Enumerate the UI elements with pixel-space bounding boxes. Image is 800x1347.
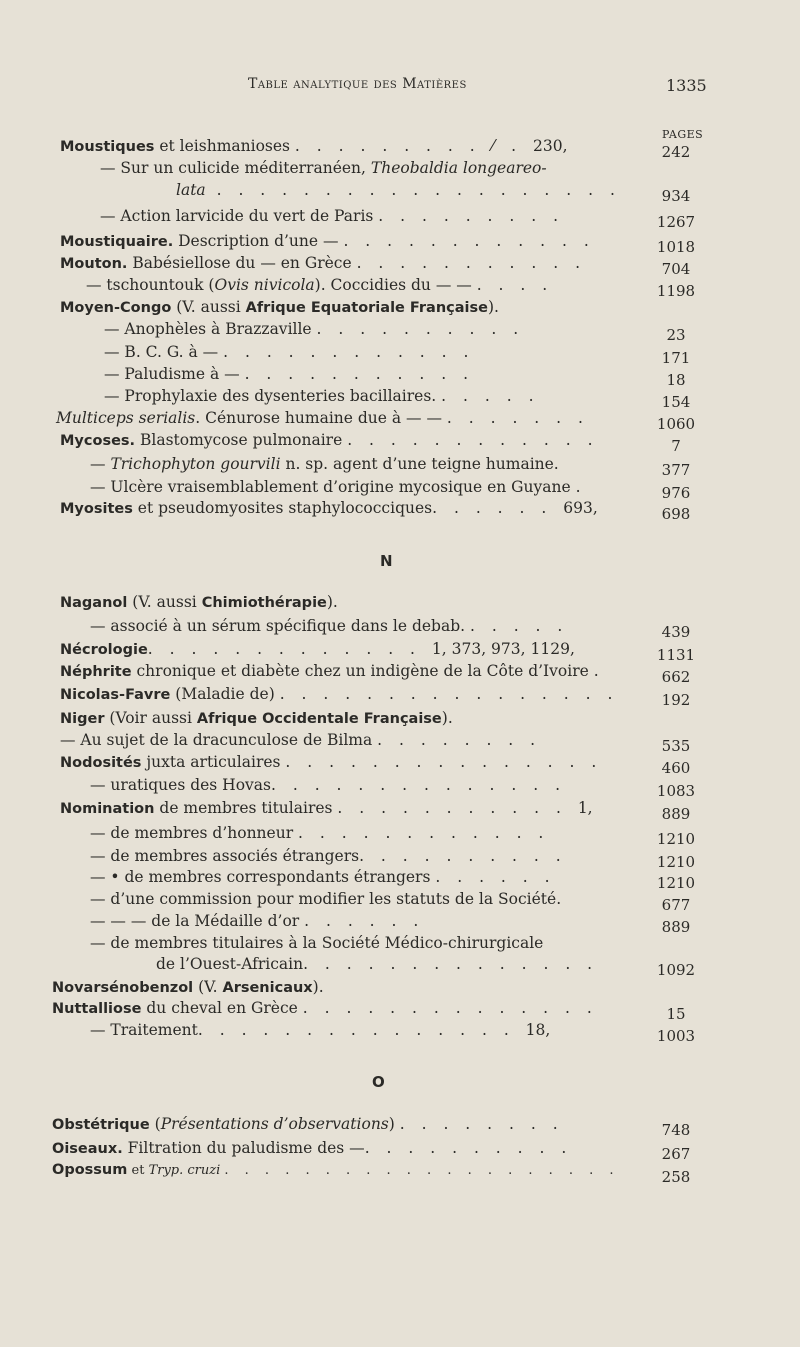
entry-italic: Ovis nivicola — [214, 276, 315, 294]
entry-segment: — associé à un sérum spécifique dans le debab. — [90, 617, 470, 635]
entry-page: 1003 — [656, 1027, 696, 1045]
entry-segment: ). — [312, 978, 324, 996]
leader-dots: . . . . . — [470, 617, 569, 635]
entry-page: 7 — [671, 437, 681, 455]
index-entry — [0, 640, 800, 662]
entry-text — [60, 137, 568, 155]
entry-page: 15 — [666, 1005, 686, 1023]
leader-dots: . . . . . . . . . . . . . . . . . . . — [205, 181, 621, 199]
entry-text — [90, 776, 566, 794]
index-entry — [0, 912, 800, 934]
entry-text — [104, 387, 540, 405]
entry-page: 23 — [666, 326, 686, 344]
entry-segment: (V. — [193, 978, 223, 996]
entry-keyword: Nuttalliose — [52, 1001, 142, 1017]
entry-page: 698 — [661, 505, 691, 523]
entry-text — [52, 1162, 620, 1178]
entry-text — [52, 1139, 572, 1157]
leader-dots: . . . . . . . . . . . . . . — [270, 776, 567, 794]
entry-segment: — de membres d’honneur — [90, 824, 299, 842]
entry-segment: 230, — [532, 137, 568, 155]
leader-dots: . . . . . . . . . . . . — [223, 343, 475, 361]
entry-segment: juxta articulaires — [141, 753, 286, 771]
entry-text — [90, 912, 424, 930]
entry-page: 662 — [661, 668, 691, 686]
entry-segment: chronique et diabète chez un indigène de la Côte d’Ivoire . — [131, 662, 599, 680]
leader-dots: . . . . . . . . . . . . — [298, 824, 550, 842]
entry-page: 1267 — [656, 213, 696, 231]
entry-segment: et leishmanioses — [154, 137, 295, 155]
entry-text — [60, 593, 338, 611]
entry-segment: — Au sujet de la dracunculose de Bilma — [60, 731, 378, 749]
entry-italic: Multiceps serialis — [56, 409, 196, 427]
entry-segment: (Maladie de) — [170, 685, 280, 703]
entry-text — [60, 254, 586, 272]
entry-segment: — Action larvicide du vert de Paris — [100, 207, 379, 225]
page-number: 1335 — [666, 76, 707, 95]
index-entry — [0, 593, 800, 615]
entry-page: 677 — [661, 896, 691, 914]
entry-text — [86, 276, 553, 294]
entry-segment: . Cénurose humaine due à — — — [195, 409, 447, 427]
leader-dots: . . . . . . . . . . . — [244, 365, 475, 383]
entry-segment: ). — [487, 298, 499, 316]
entry-text — [60, 685, 618, 703]
entry-segment: et — [127, 1163, 149, 1178]
entry-segment: du cheval en Grèce — [141, 999, 303, 1017]
entry-segment: Opossum — [52, 1162, 128, 1178]
index-entry — [0, 343, 800, 365]
entry-segment: — — [100, 159, 116, 177]
pages-column-label: PAGES — [662, 128, 704, 141]
entry-segment: Filtration du paludisme des — — [122, 1139, 365, 1157]
index-entry — [0, 409, 800, 431]
entry-text — [60, 298, 499, 316]
entry-text — [104, 343, 474, 361]
entry-keyword: Moustiques — [60, 139, 155, 155]
index-entry — [0, 799, 800, 821]
leader-dots: . . . . . . . . . . . . . . . — [285, 753, 603, 771]
entry-segment: — de membres titulaires à la Société Médico-chirurgicale — [90, 934, 544, 952]
entry-segment: 1, — [577, 799, 593, 817]
entry-text — [60, 232, 595, 250]
index-entry — [0, 1115, 800, 1137]
entry-text — [60, 499, 598, 517]
entry-segment: ). — [441, 709, 453, 727]
entry-keyword: Mycoses. — [60, 433, 136, 449]
entry-page: 439 — [661, 623, 691, 641]
entry-keyword: Novarsénobenzol — [52, 980, 194, 996]
entry-segment: ) — [388, 1115, 400, 1133]
entry-segment: 18, — [525, 1021, 551, 1039]
index-entry — [0, 685, 800, 707]
entry-page: 1092 — [656, 961, 696, 979]
entry-segment: — Traitement — [90, 1021, 198, 1039]
entry-keyword: Nicolas-Favre — [60, 687, 171, 703]
leader-dots: . . . . . . . . . . . . . . — [302, 999, 598, 1017]
index-entry — [0, 387, 800, 409]
entry-italic: lata — [176, 181, 206, 199]
leader-dots: . . . . . . . . . — [378, 207, 565, 225]
entry-text — [60, 640, 575, 658]
entry-segment: — Paludisme à — — [104, 365, 245, 383]
entry-text — [90, 847, 567, 865]
index-entry — [0, 455, 800, 477]
entry-segment: Description d’une — — [173, 232, 344, 250]
entry-text — [60, 431, 599, 449]
entry-segment: Babésiellose du — en Grèce — [127, 254, 357, 272]
entry-page: 748 — [661, 1121, 691, 1139]
entry-text — [90, 890, 561, 908]
entry-segment: — de membres associés étrangers — [90, 847, 360, 865]
entry-text — [60, 799, 593, 817]
entry-segment: — Ulcère vraisemblablement d’origine mycosique en Guyane . — [90, 478, 581, 496]
entry-keyword: Oiseaux. — [52, 1141, 123, 1157]
entry-page: 1210 — [656, 853, 696, 871]
entry-segment: (V. aussi — [127, 593, 202, 611]
index-entry — [0, 254, 800, 276]
entry-keyword: Myosites — [60, 501, 133, 517]
leader-dots: . . . . . . . . . . . — [337, 799, 578, 817]
entry-keyword: Chimiothérapie — [201, 595, 327, 611]
entry-page: 242 — [661, 143, 691, 161]
entry-italic: Tryp. cruzi — [148, 1163, 221, 1178]
entry-segment: — — — de la Médaille d’or — [90, 912, 305, 930]
entry-keyword: Niger — [60, 711, 105, 727]
entry-italic: Trichophyton gourvili — [110, 455, 281, 473]
leader-dots: . . . . . . . . — [399, 1115, 564, 1133]
entry-page: 1131 — [656, 646, 696, 664]
index-entry — [0, 137, 800, 159]
leader-dots: . . . . . . — [304, 912, 425, 930]
entry-page: 889 — [661, 918, 691, 936]
leader-dots: . . . . . . . . . . . . — [347, 431, 599, 449]
index-entry — [0, 662, 800, 684]
entry-segment: — d’une commission pour modifier les statuts de la Société. — [90, 890, 562, 908]
entry-segment: n. sp. agent d’une teigne humaine. — [280, 455, 559, 473]
entry-italic: Présentations d’observations — [160, 1115, 389, 1133]
section-letter-n: N — [380, 552, 393, 570]
entry-segment: — — [90, 455, 111, 473]
entry-text — [52, 978, 324, 996]
leader-dots: . . . . . . . . . . . . . — [147, 640, 432, 658]
index-entry — [0, 709, 800, 731]
leader-dots: . . . . . . . . . . . . . . — [303, 955, 599, 973]
leader-dots: . . . . . . . . . . — [364, 1139, 573, 1157]
leader-dots: . . . . . . — [435, 868, 556, 886]
entry-keyword: Nécrologie — [60, 642, 148, 658]
entry-segment: — uratiques des Hovas — [90, 776, 271, 794]
entry-text — [52, 999, 598, 1017]
entry-segment: et pseudomyosites staphylococciques — [132, 499, 433, 517]
entry-segment: 1, 373, 973, 1129, — [431, 640, 575, 658]
leader-dots: . . . . . . . — [446, 409, 589, 427]
entry-page: 1060 — [656, 415, 696, 433]
index-entry — [0, 1162, 800, 1184]
entry-text — [60, 731, 541, 749]
entry-text — [90, 617, 568, 635]
leader-dots: . . . . . — [441, 387, 540, 405]
entry-page: 1210 — [656, 830, 696, 848]
entry-keyword: Néphrite — [60, 664, 132, 680]
entry-segment: 693, — [563, 499, 598, 517]
index-entry — [0, 1139, 800, 1161]
entry-text — [104, 320, 524, 338]
entry-text — [52, 1115, 564, 1133]
leader-dots: . . . . . . . . . . . . . . . — [197, 1021, 526, 1039]
entry-page: 460 — [661, 759, 691, 777]
index-entry — [0, 320, 800, 342]
entry-page: 704 — [661, 260, 691, 278]
entry-segment: — Prophylaxie des dysenteries bacillaires. — [104, 387, 442, 405]
index-entry — [0, 978, 800, 1000]
entry-text — [100, 159, 547, 177]
entry-page: 1210 — [656, 874, 696, 892]
entry-text — [60, 753, 602, 771]
entry-page: 18 — [666, 371, 686, 389]
entry-text — [56, 409, 589, 427]
entry-page: 1018 — [656, 238, 696, 256]
entry-segment: Blastomycose pulmonaire — [135, 431, 348, 449]
entry-segment: ( — [149, 1115, 161, 1133]
entry-page: 154 — [661, 393, 691, 411]
index-entry — [0, 159, 800, 181]
index-entry — [0, 999, 800, 1021]
leader-dots: . . . . . . — [432, 499, 564, 517]
entry-segment: — • de membres correspondants étrangers — [90, 868, 436, 886]
leader-dots: . . . . . . . . . . . . — [343, 232, 595, 250]
leader-dots: . . . . . . . . . . . . . . . . . . . . — [224, 1163, 620, 1178]
leader-dots: . . . . — [476, 276, 554, 294]
entry-page: 1198 — [656, 282, 696, 300]
entry-text — [60, 662, 599, 680]
index-entry — [0, 847, 800, 869]
index-entry — [0, 955, 800, 977]
index-entry — [0, 276, 800, 298]
section-letter-o: O — [372, 1073, 385, 1091]
index-entry — [0, 232, 800, 254]
running-head-title: Table analytique des Matières — [248, 76, 467, 92]
entry-text — [60, 709, 453, 727]
entry-keyword: Moyen-Congo — [60, 300, 172, 316]
entry-segment: Sur un culicide méditerranéen, — [115, 159, 371, 177]
entry-page: 171 — [661, 349, 691, 367]
entry-keyword: Arsenicaux — [222, 980, 313, 996]
entry-italic: Theobaldia longeareo- — [370, 159, 547, 177]
entry-text — [90, 868, 556, 886]
entry-keyword: Obstétrique — [52, 1117, 150, 1133]
entry-page: 1083 — [656, 782, 696, 800]
leader-dots: . . . . . . . . . . . — [356, 254, 587, 272]
index-entry — [0, 890, 800, 912]
entry-text — [176, 181, 621, 199]
entry-keyword: Naganol — [60, 595, 128, 611]
entry-segment: de membres titulaires — [154, 799, 338, 817]
entry-keyword: Moustiquaire. — [60, 234, 174, 250]
entry-text — [90, 1021, 550, 1039]
index-entry — [0, 1021, 800, 1043]
index-entry — [0, 431, 800, 453]
index-entry — [0, 934, 800, 956]
index-entry — [0, 868, 800, 890]
entry-segment: ). Coccidies du — — — [314, 276, 477, 294]
entry-keyword: Mouton. — [60, 256, 128, 272]
entry-text — [156, 955, 598, 973]
entry-segment: de l’Ouest-Africain — [156, 955, 304, 973]
entry-segment: (Voir aussi — [104, 709, 197, 727]
entry-text — [90, 934, 543, 952]
leader-dots: . . . . . . . . . . . . . . . . — [279, 685, 619, 703]
index-entry — [0, 207, 800, 229]
index-entry — [0, 776, 800, 798]
entry-page: 976 — [661, 484, 691, 502]
entry-segment: (V. aussi — [171, 298, 246, 316]
entry-text — [90, 455, 559, 473]
entry-segment: — tschountouk ( — [86, 276, 215, 294]
index-entry — [0, 731, 800, 753]
entry-segment: — B. C. G. à — — [104, 343, 224, 361]
entry-page: 535 — [661, 737, 691, 755]
entry-keyword: Nodosités — [60, 755, 142, 771]
index-entry — [0, 181, 800, 203]
leader-dots: . . . . . . . . . . — [359, 847, 567, 865]
index-entry — [0, 365, 800, 387]
index-entry — [0, 298, 800, 320]
entry-page: 934 — [661, 187, 691, 205]
entry-page: 258 — [661, 1168, 691, 1186]
entry-keyword: Nomination — [60, 801, 155, 817]
index-entry — [0, 824, 800, 846]
entry-text — [90, 824, 549, 842]
entry-page: 192 — [661, 691, 691, 709]
leader-dots: . . . . . . . . . ⁄ . — [294, 137, 533, 155]
entry-keyword: Afrique Occidentale Française — [196, 711, 442, 727]
entry-page: 267 — [661, 1145, 691, 1163]
entry-page: 889 — [661, 805, 691, 823]
entry-segment: ). — [326, 593, 338, 611]
entry-page: 377 — [661, 461, 691, 479]
entry-text — [90, 478, 581, 496]
index-entry — [0, 753, 800, 775]
entry-keyword: Afrique Equatoriale Française — [245, 300, 488, 316]
index-entry — [0, 617, 800, 639]
running-head — [0, 76, 800, 100]
entry-segment: — Anophèles à Brazzaville — [104, 320, 317, 338]
entry-text — [100, 207, 564, 225]
leader-dots: . . . . . . . . . . — [316, 320, 525, 338]
index-entry — [0, 478, 800, 500]
entry-text — [104, 365, 474, 383]
index-entry — [0, 499, 800, 521]
leader-dots: . . . . . . . . — [377, 731, 542, 749]
